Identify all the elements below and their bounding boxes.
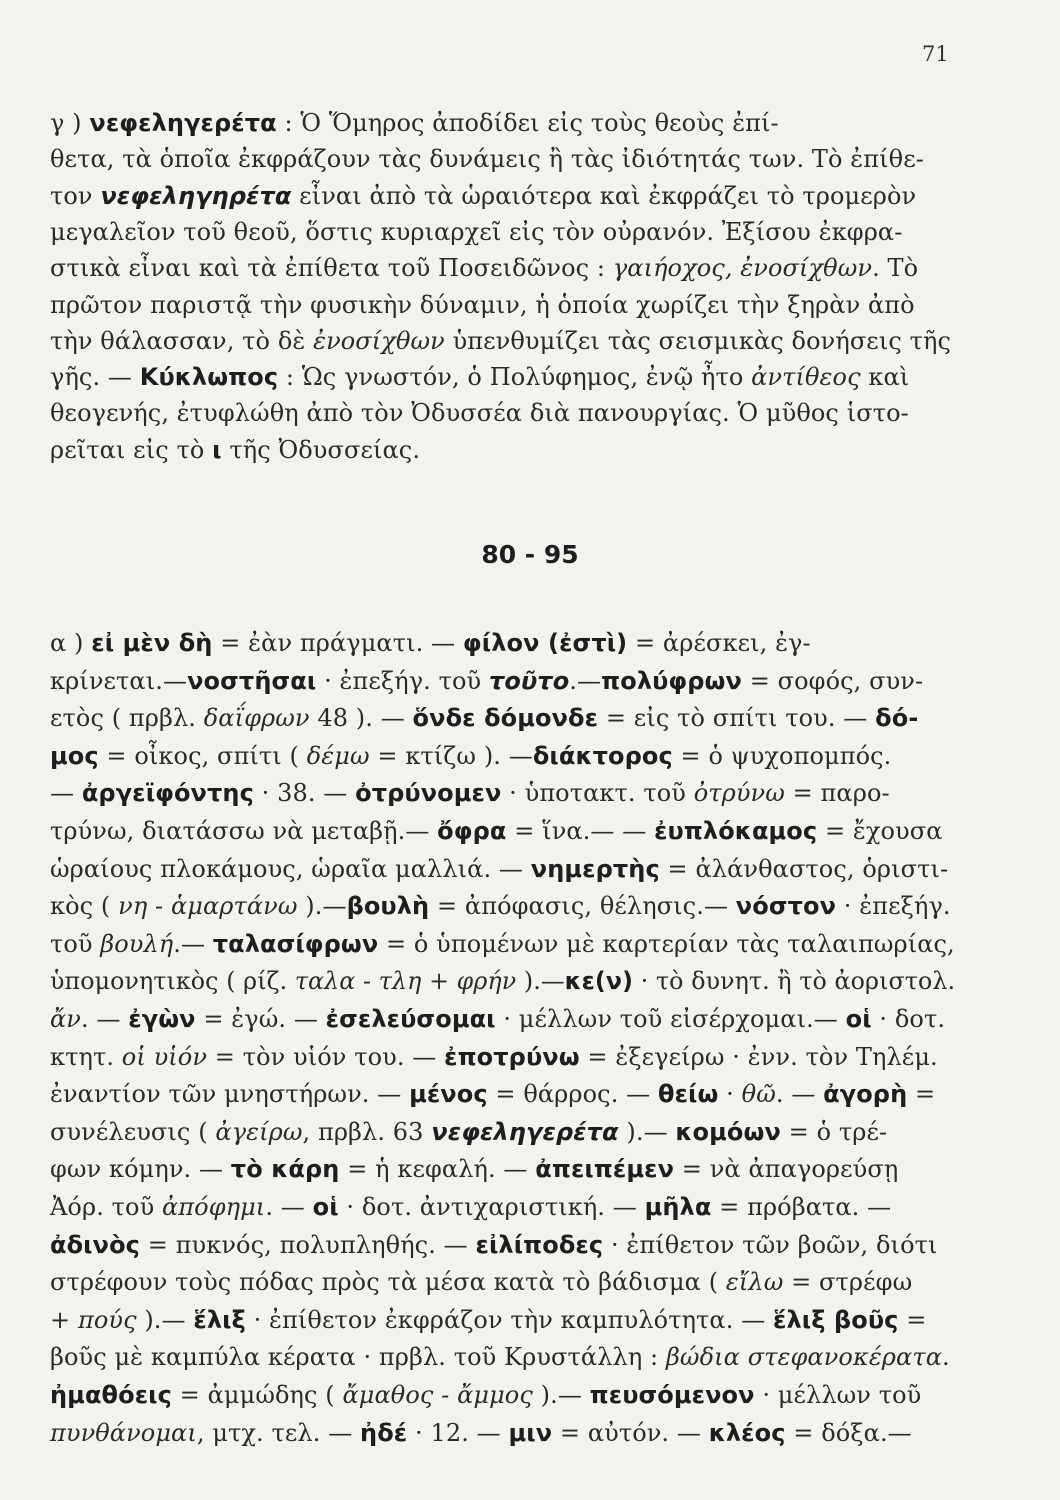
lemma-term: νεφεληγερέτα — [431, 1117, 619, 1146]
italic-term: ἀντίθεος — [751, 363, 861, 392]
lemma-term: ἠμαθόεις — [50, 1381, 172, 1409]
lemma-term: μῆλα — [644, 1193, 712, 1221]
lemma-term: πευσόμενον — [589, 1381, 755, 1409]
lemma-term: οἱ — [312, 1193, 339, 1221]
text-run: · 38. — — [253, 779, 356, 808]
text-run: καὶ — [860, 363, 910, 392]
lemma-term: ἕλιξ — [193, 1305, 246, 1334]
text-line — [50, 324, 950, 358]
text-run: = ἀρέσκει, ἐγ- — [627, 629, 811, 657]
text-run: · μέλλων τοῦ εἰσέρχομαι.— — [495, 1005, 846, 1033]
text-run: = πυκνός, πολυπληθής. — — [140, 1230, 476, 1259]
text-line — [50, 701, 950, 735]
lemma-term: τοῦτο — [488, 666, 570, 695]
text-run: ετὸς ( πρβλ. — [50, 704, 204, 733]
text-run: .— — [569, 666, 602, 695]
text-line — [50, 814, 950, 848]
italic-term: εἴλω — [725, 1268, 784, 1297]
text-run: ).— — [136, 1305, 194, 1334]
italic-term: ἄν — [50, 1005, 81, 1033]
italic-term: νη - ἁμαρτάνω — [118, 892, 298, 921]
text-run: ).— — [297, 892, 347, 921]
lemma-term: διάκτορος — [532, 741, 673, 770]
text-line — [50, 1378, 950, 1412]
lemma-term: νόστον — [735, 892, 837, 921]
text-run: = ὁ ψυχοπομπός. — [672, 741, 892, 770]
text-run: · ἐπίθετον τῶν βοῶν, διότι — [603, 1230, 938, 1259]
section-heading: 80 - 95 — [481, 540, 579, 569]
text-run: · ἐπεξήγ. — [836, 892, 951, 921]
lemma-term: νεφεληγερέτα — [89, 109, 277, 137]
text-run: = κτίζω ). — — [369, 741, 533, 770]
text-run: = ἐγώ. — — [195, 1005, 326, 1033]
text-run: = δόξα.— — [785, 1418, 912, 1447]
text-run: τρύνω, διατάσσω νὰ μεταβῇ.— — [50, 817, 438, 845]
text-run: = ἀμμώδης ( — [171, 1381, 343, 1409]
text-run: θεογενής, ἐτυφλώθη ἀπὸ τὸν Ὀδυσσέα διὰ πανουργίας. Ὁ μῦθος ἱστο- — [50, 399, 909, 428]
text-run: μεγαλεῖον τοῦ θεοῦ, ὅστις κυριαρχεῖ εἰς τὸν οὐρανόν. Ἐξίσου ἐκφρα- — [50, 217, 903, 246]
italic-term: βουλή — [100, 929, 174, 958]
italic-term: ὀτρύνω — [693, 779, 785, 808]
text-run: πρῶτον παριστᾷ τὴν φυσικὴν δύναμιν, ἡ ὁποία χωρίζει τὴν ξηρὰν ἀπὸ — [50, 290, 915, 319]
lemma-term: φίλον (ἐστὶ) — [462, 629, 628, 657]
lemma-term: ταλασίφρων — [212, 929, 379, 958]
text-run: ).— — [618, 1117, 676, 1146]
italic-term: ἀπόφημι — [162, 1193, 266, 1221]
text-run: βοῦς μὲ καμπύλα κέρατα · πρβλ. τοῦ Κρυστάλλη : — [50, 1343, 666, 1372]
italic-term: δέμω — [306, 741, 370, 770]
text-run: = αὐτόν. — — [552, 1418, 709, 1447]
text-run: τὴν θάλασσαν, τὸ δὲ — [50, 326, 314, 355]
text-run: ἐναντίον τῶν μνηστήρων. — — [50, 1080, 410, 1109]
text-run: . — — [81, 1005, 129, 1033]
text-line — [50, 179, 950, 213]
text-run: = στρέφω — [783, 1268, 913, 1297]
text-run: = ὁ ὑπομένων μὲ καρτερίαν τὰς ταλαιπωρίας, — [378, 929, 955, 958]
text-line — [50, 626, 950, 660]
lemma-term: ἀπειπέμεν — [535, 1155, 675, 1184]
lemma-term: εἰλίποδες — [475, 1230, 604, 1259]
text-run: κὸς ( — [50, 892, 119, 921]
text-line — [50, 739, 950, 773]
lemma-term: ἀργεϊφόντης — [81, 779, 254, 808]
text-run: = σοφός, συν- — [741, 666, 924, 695]
text-line — [50, 396, 950, 430]
text-run: .— — [173, 929, 213, 958]
lemma-term: ὅνδε δόμονδε — [412, 704, 599, 733]
text-line — [50, 964, 956, 998]
lemma-term: κλέος — [708, 1418, 786, 1447]
text-run: · τὸ δυνητ. ἢ τὸ ἀοριστολ. — [633, 967, 956, 996]
text-run: τοῦ — [50, 929, 101, 958]
text-run: · ἐπεξήγ. τοῦ — [316, 666, 489, 695]
text-line — [50, 1416, 950, 1450]
text-run: · 12. — — [407, 1418, 509, 1447]
text-line — [50, 664, 950, 698]
lemma-term: μος — [50, 741, 99, 770]
italic-term: ἀγείρω — [215, 1117, 303, 1146]
lemma-term: ἀγορὴ — [823, 1080, 908, 1109]
text-run: · δοτ. ἀντιχαριστική. — — [338, 1193, 645, 1221]
text-line — [50, 1190, 950, 1224]
text-run: α ) — [50, 629, 92, 657]
text-run: : Ὁ Ὅμηρος ἀποδίδει εἰς τοὺς θεοὺς ἐπί- — [276, 109, 779, 137]
lemma-term: νημερτὴς — [530, 854, 660, 883]
text-line — [50, 360, 950, 394]
text-run: ὡραίους πλοκάμους, ὡραῖα μαλλιά. — — [50, 854, 531, 883]
text-run: , μτχ. τελ. — — [196, 1418, 361, 1447]
lemma-term: κε(ν) — [564, 967, 634, 996]
lemma-term: ἐσελεύσομαι — [325, 1005, 496, 1033]
lemma-term: ἐυπλόκαμος — [654, 817, 818, 845]
text-run: . — — [265, 1193, 313, 1221]
lemma-term: βουλὴ — [346, 892, 430, 921]
lemma-term: ἕλιξ βοῦς — [773, 1305, 899, 1334]
lemma-term: ἐγὼν — [128, 1005, 196, 1033]
text-run: ὑπομονητικὸς ( ρίζ. — [50, 967, 295, 996]
text-line — [50, 1152, 950, 1186]
text-line — [50, 142, 950, 176]
text-run: = — [898, 1305, 927, 1334]
text-run: ).— — [516, 967, 565, 996]
text-line — [50, 1340, 950, 1374]
text-run: : Ὡς γνωστόν, ὁ Πολύφημος, ἐνῷ ἦτο — [278, 363, 752, 392]
lemma-term: κομόων — [675, 1117, 781, 1146]
italic-term: πυνθάνομαι — [50, 1418, 197, 1447]
text-run: + — [50, 1305, 78, 1334]
text-line — [50, 1115, 950, 1149]
lemma-term: ἀδινὸς — [50, 1230, 140, 1259]
text-run: ).— — [532, 1381, 590, 1409]
lemma-term: θείω — [657, 1080, 719, 1109]
text-run: = ἀπόφασις, θέλησις.— — [429, 892, 736, 921]
text-run: · μέλλων τοῦ — [754, 1381, 922, 1409]
lemma-term: πολύφρων — [601, 666, 742, 695]
lemma-term: ἐποτρύνω — [444, 1042, 580, 1071]
text-run: = εἰς τὸ σπίτι του. — — [598, 704, 876, 733]
text-run: στικὰ εἶναι καὶ τὰ ἐπίθετα τοῦ Ποσειδῶνος : — [50, 254, 613, 283]
text-run: — — [50, 779, 82, 808]
text-line — [50, 776, 950, 810]
text-line — [50, 1228, 950, 1262]
lemma-term: εἰ μὲν δὴ — [91, 629, 213, 657]
lemma-term: ὄφρα — [437, 817, 507, 845]
italic-term: θῶ — [741, 1080, 776, 1109]
text-run: τῆς Ὀδυσσείας. — [221, 435, 421, 464]
text-run: γῆς. — — [50, 363, 140, 392]
italic-term: οἱ υἱόν — [121, 1042, 208, 1071]
text-run: εἶναι ἀπὸ τὰ ὡραιότερα καὶ ἐκφράζει τὸ τρομερὸν — [291, 181, 917, 210]
text-line — [50, 889, 950, 923]
text-run: . — [942, 1343, 950, 1372]
text-line — [50, 215, 950, 249]
text-run: συνέλευσις ( — [50, 1117, 216, 1146]
text-run: = — [907, 1080, 936, 1109]
text-run: τον — [50, 181, 101, 210]
text-run: ὑπενθυμίζει τὰς σεισμικὰς δονήσεις τῆς — [444, 326, 952, 355]
text-run: = ἐξεγείρω · ἐνν. τὸν Τηλέμ. — [579, 1042, 938, 1071]
italic-term: ἐνοσίχθων — [313, 326, 445, 355]
text-run: = ἀλάνθαστος, ὁριστι- — [659, 854, 949, 883]
text-run: κτητ. — [50, 1042, 122, 1071]
text-run: = ἐὰν πράγματι. — — [212, 629, 463, 657]
text-run: = θάρρος. — — [487, 1080, 658, 1109]
lemma-term: τὸ κάρη — [230, 1155, 340, 1184]
lemma-term: δό- — [875, 704, 919, 733]
text-run: = νὰ ἀπαγορεύσῃ — [674, 1155, 899, 1184]
text-run: = ἵνα.— — — [506, 817, 655, 845]
italic-term: ταλα - τλη + φρήν — [294, 967, 517, 996]
lemma-term: νοστῆσαι — [187, 666, 317, 695]
italic-term: γαιήοχος, ἐνοσίχθων — [612, 254, 873, 283]
text-run: = πρόβατα. — — [711, 1193, 892, 1221]
text-line — [50, 288, 950, 322]
text-run: · — [718, 1080, 742, 1109]
text-run: κρίνεται.— — [50, 666, 188, 695]
text-line — [50, 1077, 950, 1111]
text-run: · ὑποτακτ. τοῦ — [501, 779, 694, 808]
text-line — [50, 1040, 950, 1074]
italic-term: πούς — [77, 1305, 137, 1334]
lemma-term: οἱ — [845, 1005, 872, 1033]
italic-term: βώδια στεφανοκέρατα — [665, 1343, 943, 1372]
text-run: = ἡ κεφαλή. — — [339, 1155, 536, 1184]
text-line — [50, 1303, 950, 1337]
lemma-term: νεφεληγηρέτα — [100, 181, 292, 210]
lemma-term: Κύκλωπος — [139, 363, 279, 392]
text-run: = οἶκος, σπίτι ( — [98, 741, 307, 770]
text-line — [50, 433, 950, 467]
text-run: , πρβλ. 63 — [302, 1117, 432, 1146]
italic-term: δαΐφρων — [203, 704, 310, 733]
text-run: γ ) — [50, 109, 90, 137]
text-run: στρέφουν τοὺς πόδας πρὸς τὰ μέσα κατὰ τὸ βάδισμα ( — [50, 1268, 726, 1297]
text-run: · ἐπίθετον ἐκφράζον τὴν καμπυλότητα. — — [245, 1305, 774, 1334]
text-line — [50, 106, 950, 140]
text-run: = ἔχουσα — [817, 817, 943, 845]
lemma-term: ἠδέ — [360, 1418, 408, 1447]
italic-term: ἄμαθος - ἄμμος — [342, 1381, 533, 1409]
text-run: · δοτ. — [871, 1005, 946, 1033]
text-run: = ὁ τρέ- — [780, 1117, 888, 1146]
text-run: = τὸν υἱόν του. — — [207, 1042, 445, 1071]
text-line — [50, 1265, 950, 1299]
text-run: . — — [775, 1080, 824, 1109]
text-run: ρεῖται εἰς τὸ — [50, 435, 213, 464]
text-run: θετα, τὰ ὁποῖα ἐκφράζουν τὰς δυνάμεις ἢ τὰς ἰδιότητάς των. Τὸ ἐπίθε- — [50, 145, 924, 174]
text-run: Ἀόρ. τοῦ — [50, 1193, 162, 1221]
lemma-term: μένος — [409, 1080, 488, 1109]
page-number: 71 — [922, 42, 949, 66]
text-line — [50, 927, 955, 961]
text-run: 48 ). — — [309, 704, 413, 733]
lemma-term: ὀτρύνομεν — [355, 779, 502, 808]
lemma-term: ι — [212, 435, 222, 464]
lemma-term: μιν — [508, 1418, 553, 1447]
text-run: = παρο- — [784, 779, 890, 808]
text-line — [50, 1002, 950, 1036]
text-line — [50, 251, 950, 285]
text-line — [50, 852, 950, 886]
text-run: φων κόμην. — — [50, 1155, 231, 1184]
text-run: . Τὸ — [872, 254, 919, 283]
